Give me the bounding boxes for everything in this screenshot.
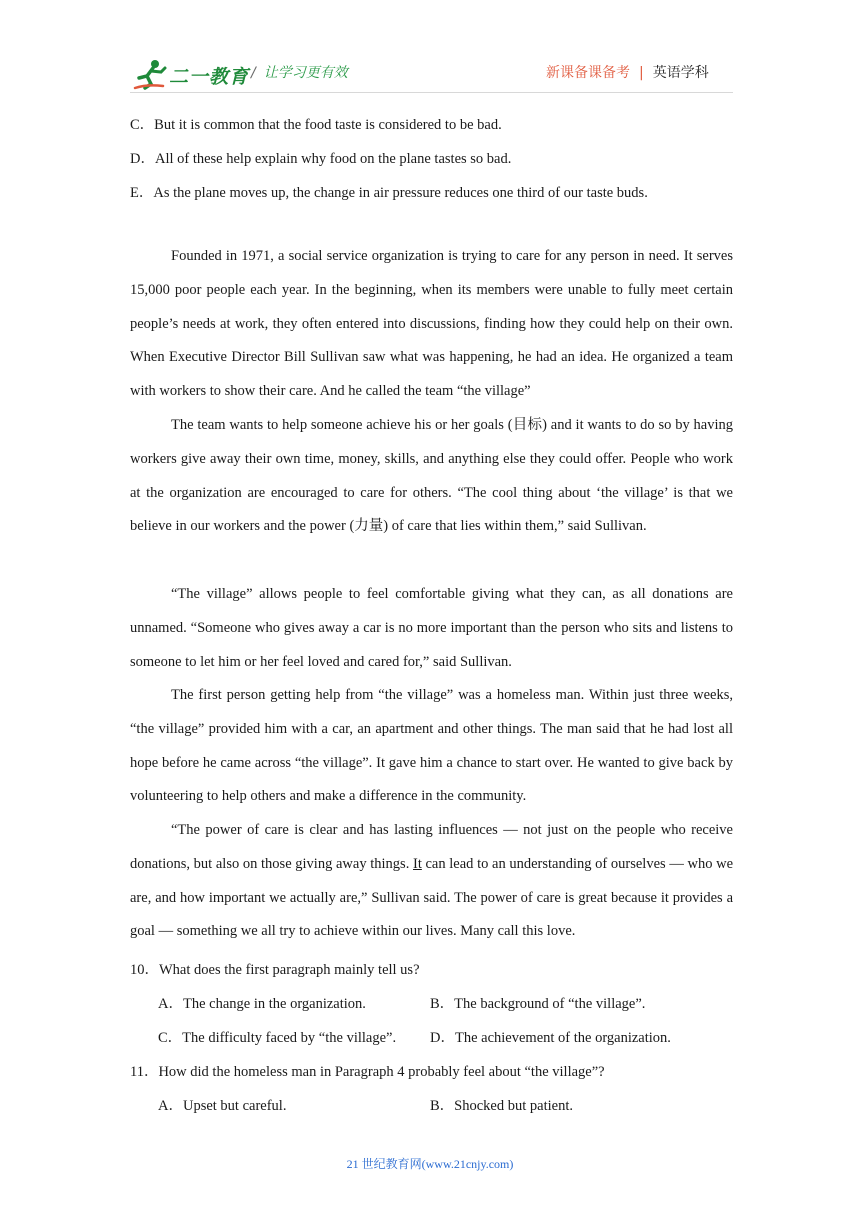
passage-paragraph-2: The team wants to help someone achieve his or her goals (目标) and it wants to do so by having workers give away their own time, money, skills, and anything else they could offer. People who work at the organization are encouraged to care for others. “The cool thing about ‘the village’ is that we believe in our workers and the power (力量) of care that lies within them,” said Sullivan. [130,417,733,535]
passage-paragraph-1: Founded in 1971, a social service organization is trying to care for any person in need. It serves 15,000 poor people each year. In the beginning, when its members were unable to fully meet certain people’s needs at work, they often entered into discussions, finding how they could help on their own. When Executive Director Bill Sullivan saw what was happening, he had an idea. He organized a team with workers to show their care. And he called the team “the village” [130,248,733,400]
q10-choice-c[interactable]: C．The difficulty faced by “the village”. [158,1030,397,1046]
slash-divider: / [251,65,256,81]
header-subject [546,62,709,82]
runner-logo-icon [133,58,173,90]
page-footer[interactable]: 21 世纪教育网(www.21cnjy.com) [346,1157,514,1171]
header-divider [130,92,733,93]
option-d: D．All of these help explain why food on the plane tastes so bad. [130,151,512,167]
p5-text-a: “The power of care is clear and has lasting influences — not just on the people who receive donations, but also on those giving away things. [130,822,733,872]
option-c: C．But it is common that the food taste is considered to be bad. [130,117,502,133]
passage-paragraph-4: The first person getting help from “the village” was a homeless man. Within just three weeks, “the village” provided him with a car, an apartment and other things. The man said that he had lost all hope before he came across “the village”. It gave him a chance to start over. He wanted to give back by volunteering to help others and make a difference in the community. [130,687,733,805]
logo-text: 二一教育 [169,66,250,88]
header-slogan [251,62,348,82]
slogan-text: 让学习更有效 [263,65,348,81]
page-header [0,0,860,100]
header-course-label: 新课备课备考 [546,65,630,81]
p5-text-b: can lead to an understanding of ourselves — who we are, and how important we actually are,” Sullivan said. The power of care is great because it provides a goal — something we all try to achieve within our lives. Many call this love. [130,855,734,940]
header-separator: | [639,65,644,81]
underlined-word: It [412,855,422,872]
brand-logo [133,58,251,90]
q10-choice-a[interactable]: A．The change in the organization. [158,996,366,1012]
passage-paragraph-5 [130,814,733,949]
q10-choice-d[interactable]: D．The achievement of the organization. [430,1030,671,1046]
header-subject-label: 英语学科 [652,65,709,81]
option-e: E．As the plane moves up, the change in air pressure reduces one third of our taste buds. [130,185,648,201]
q11-choice-a[interactable]: A．Upset but careful. [158,1098,287,1114]
passage-paragraph-3: “The village” allows people to feel comfortable giving what they can, as all donations are unnamed. “Someone who gives away a car is no more important than the person who sits and listens to someone to let him or her feel loved and cared for,” said Sullivan. [130,586,733,670]
question-10-stem: 10．What does the first paragraph mainly tell us? [130,962,420,978]
question-11-stem: 11．How did the homeless man in Paragraph 4 probably feel about “the village”? [130,1064,605,1080]
q11-choice-b[interactable]: B．Shocked but patient. [430,1098,573,1114]
q10-choice-b[interactable]: B．The background of “the village”. [430,996,646,1012]
